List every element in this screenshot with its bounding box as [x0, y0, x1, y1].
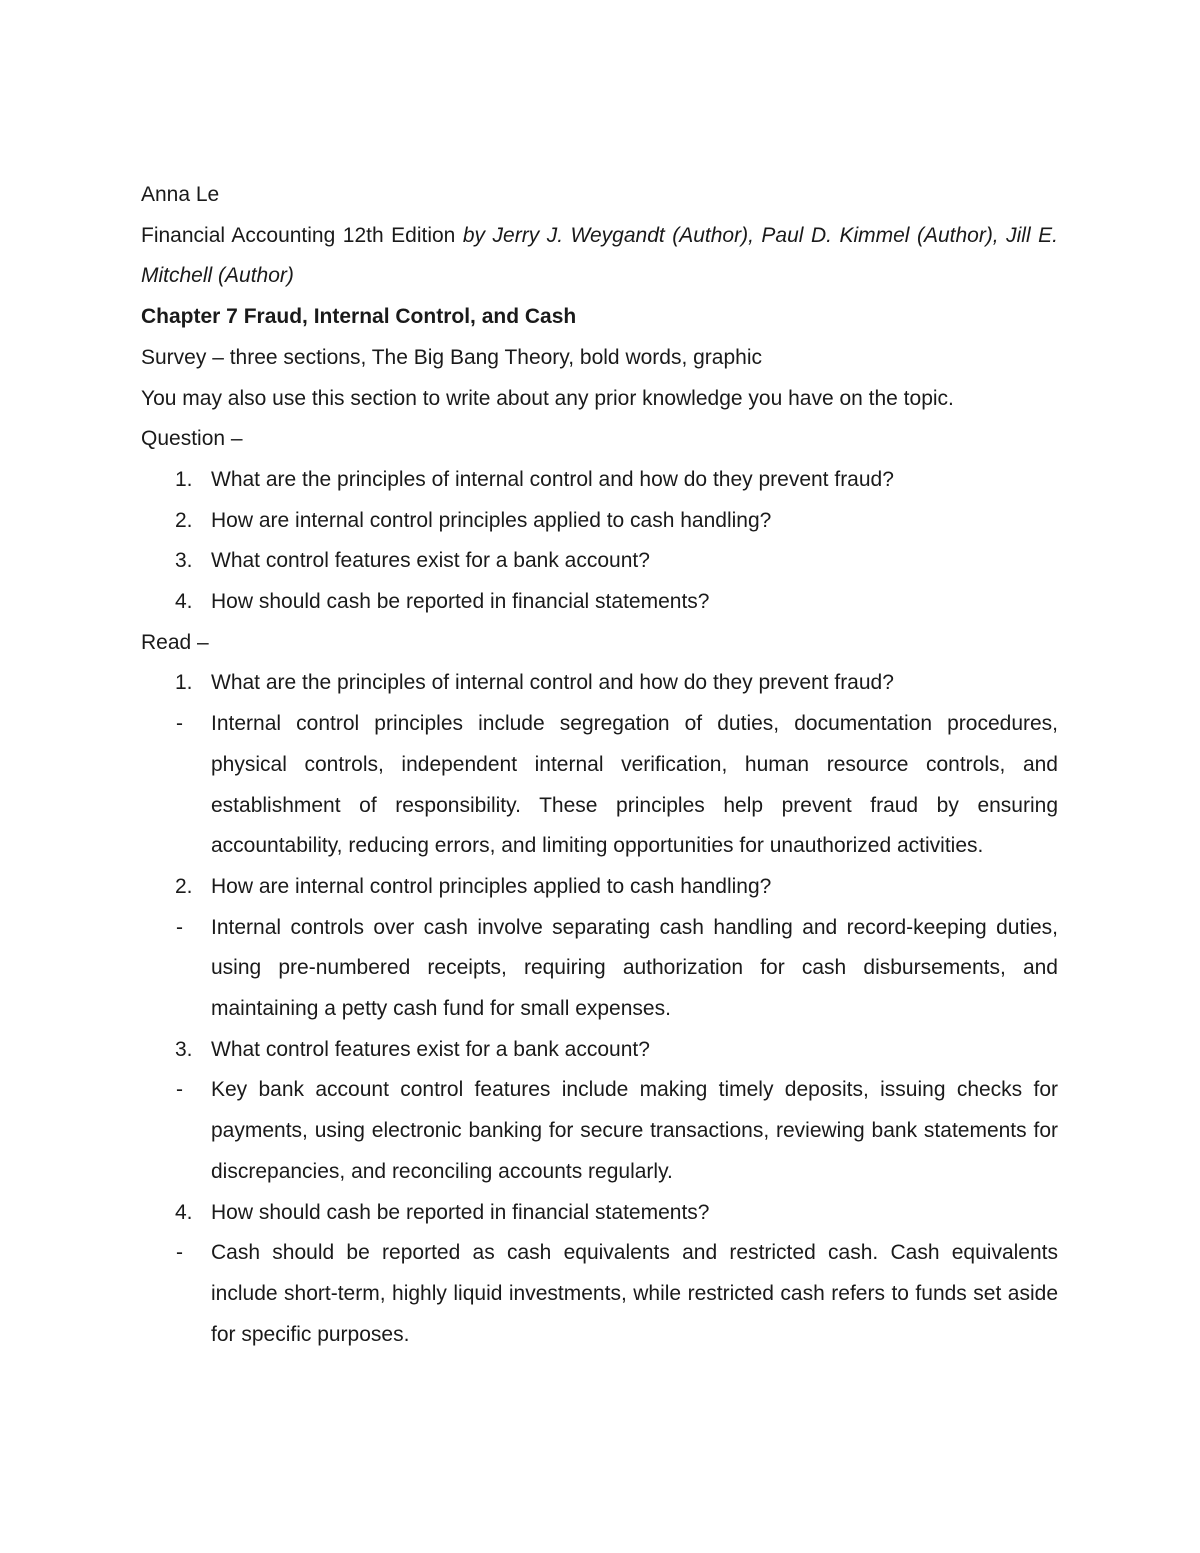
survey-note: You may also use this section to write about any prior knowledge you have on the topic.: [141, 386, 954, 410]
read-answer-text: Internal controls over cash involve separating cash handling and record-keeping duties, using pre-numbered receipts, requiring authorization for cash disbursements, and maintaining a petty cash fund for small expenses.: [211, 915, 1058, 1021]
question-text: How should cash be reported in financial statements?: [211, 590, 710, 614]
question-item: [141, 460, 1058, 501]
question-list: [141, 460, 1058, 623]
list-number: 2.: [175, 874, 193, 898]
read-question-text: How are internal control principles applied to cash handling?: [211, 874, 772, 898]
read-question-item: [141, 1193, 1058, 1234]
book-citation: [141, 216, 1058, 297]
read-answer-text: Cash should be reported as cash equivalents and restricted cash. Cash equivalents include short-term, highly liquid investments, while restricted cash refers to funds set aside for specific purposes.: [211, 1241, 1058, 1346]
read-question-item: [141, 867, 1058, 908]
survey-line: Survey – three sections, The Big Bang Theory, bold words, graphic: [141, 345, 763, 369]
list-number: 1.: [175, 671, 193, 695]
question-item: [141, 501, 1058, 542]
dash-bullet: -: [176, 1078, 183, 1102]
read-question-item: [141, 1030, 1058, 1071]
question-item: [141, 582, 1058, 623]
book-authors: by Jerry J. Weygandt (Author), Paul D. Kimmel (Author), Jill E. Mitchell (Author): [141, 223, 1058, 288]
dash-bullet: -: [176, 1241, 183, 1265]
question-label: Question –: [141, 427, 243, 451]
question-text: What are the principles of internal control and how do they prevent fraud?: [211, 467, 894, 491]
list-number: 3.: [175, 549, 193, 573]
read-list: [141, 663, 1058, 1355]
read-answer-item: [141, 1070, 1058, 1192]
list-number: 4.: [175, 1200, 193, 1224]
read-answer-item: [141, 704, 1058, 867]
dash-bullet: -: [176, 712, 183, 736]
read-answer-item: [141, 908, 1058, 1030]
author-name: Anna Le: [141, 183, 220, 206]
read-question-text: What control features exist for a bank account?: [211, 1037, 650, 1061]
book-title: Financial Accounting 12th Edition: [141, 223, 456, 247]
read-label: Read –: [141, 630, 209, 654]
read-answer-item: [141, 1233, 1058, 1355]
list-number: 3.: [175, 1037, 193, 1061]
dash-bullet: -: [176, 915, 183, 939]
question-text: How are internal control principles applied to cash handling?: [211, 508, 772, 532]
read-answer-text: Internal control principles include segregation of duties, documentation procedures, physical controls, independent internal verification, human resource controls, and establishment of responsibility. These principles help prevent fraud by ensuring accountability, reducing errors, and limiting opportunities for unauthorized activities.: [211, 712, 1058, 858]
read-question-text: What are the principles of internal control and how do they prevent fraud?: [211, 671, 894, 695]
read-question-item: [141, 663, 1058, 704]
list-number: 1.: [175, 467, 193, 491]
document-page: [141, 175, 1058, 1355]
question-item: [141, 541, 1058, 582]
list-number: 4.: [175, 590, 193, 614]
read-question-text: How should cash be reported in financial statements?: [211, 1200, 710, 1224]
question-text: What control features exist for a bank account?: [211, 549, 650, 573]
list-number: 2.: [175, 508, 193, 532]
read-answer-text: Key bank account control features include making timely deposits, issuing checks for payments, using electronic banking for secure transactions, reviewing bank statements for discrepancies, and reconciling accounts regularly.: [211, 1078, 1058, 1183]
chapter-heading: Chapter 7 Fraud, Internal Control, and Cash: [141, 305, 577, 329]
